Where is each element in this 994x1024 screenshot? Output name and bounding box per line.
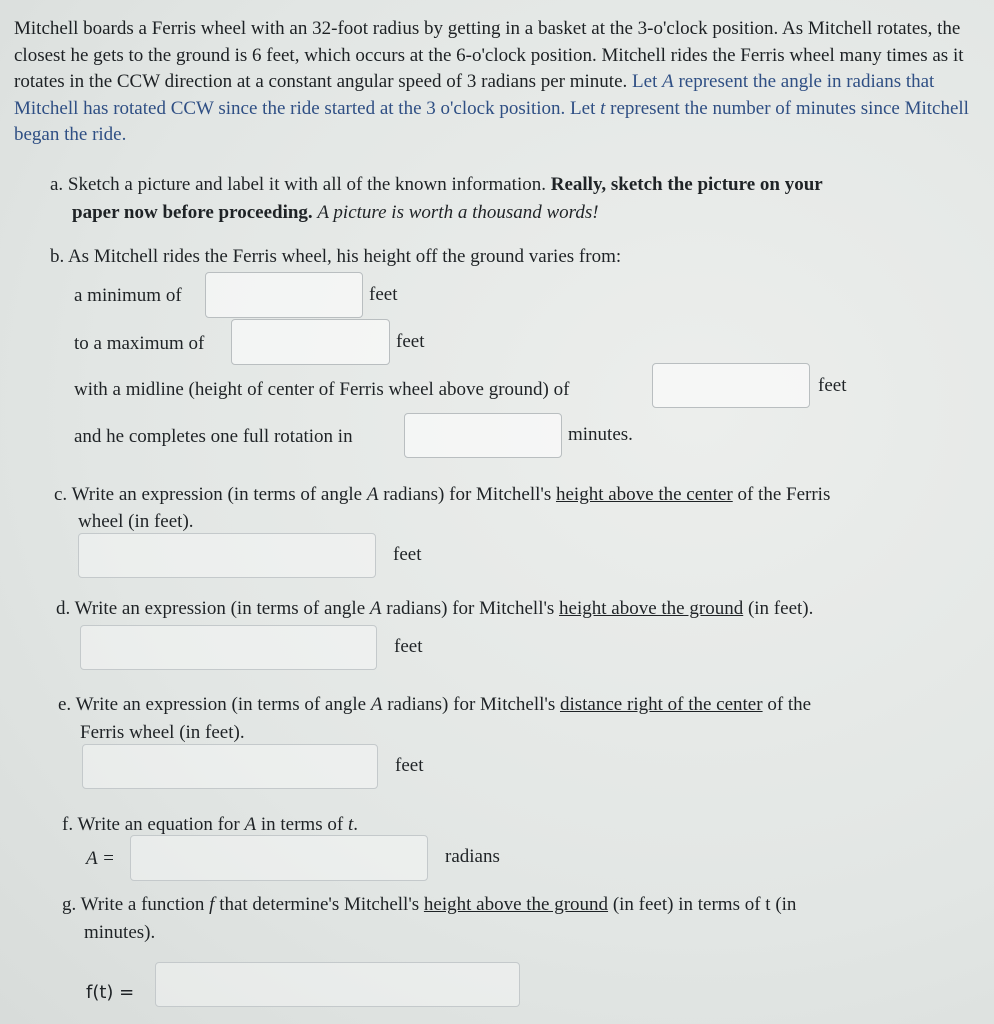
part-g-lhs: f(t) =: [86, 982, 135, 1003]
midline-label: with a midline (height of center of Ferris wheel above ground) of: [74, 379, 570, 400]
distance-right-input[interactable]: [82, 744, 378, 789]
intro-paragraph-2: Let A represent the angle in radians that Mitchell has rotated CCW since the ride started at the 3 o'clock position. Let t represent the number of minutes since Mitchell began the ride.: [14, 71, 969, 145]
max-unit: feet: [396, 331, 425, 352]
part-a-line1: a. Sketch a picture and label it with all of the known information. Really, sketch the picture on your: [50, 174, 823, 195]
angle-equation-input[interactable]: [130, 835, 428, 881]
period-unit: minutes.: [568, 424, 633, 445]
min-unit: feet: [369, 284, 398, 305]
max-label: to a maximum of: [74, 333, 205, 354]
height-above-ground-input[interactable]: [80, 625, 377, 670]
part-e-line1: e. Write an expression (in terms of angle A radians) for Mitchell's distance right of the center of the: [58, 694, 812, 715]
max-height-input[interactable]: [231, 319, 390, 365]
min-height-input[interactable]: [205, 272, 363, 318]
part-e-unit: feet: [395, 755, 424, 776]
part-c-line1: c. Write an expression (in terms of angle A radians) for Mitchell's height above the center of the Ferris: [54, 484, 831, 505]
part-g-line2: minutes).: [84, 922, 156, 943]
part-f-lhs: A =: [86, 848, 115, 869]
midline-input[interactable]: [652, 363, 810, 408]
height-above-center-input[interactable]: [78, 533, 376, 578]
min-label: a minimum of: [74, 285, 182, 306]
intro-paragraph-1: Mitchell boards a Ferris wheel with an 32-foot radius by getting in a basket at the 3-o'clock position. As Mitchell rotates, the closest he gets to the ground is 6 feet, which occurs at the 6-o'clock position. Mitchell rides the Ferris wheel many times as it rotates in the CCW direction at a constant angular speed of 3 radians per minute.: [14, 18, 964, 92]
period-input[interactable]: [404, 413, 562, 458]
part-d-line1: d. Write an expression (in terms of angle A radians) for Mitchell's height above the ground (in feet).: [56, 598, 814, 619]
part-d-unit: feet: [394, 636, 423, 657]
height-function-input[interactable]: [155, 962, 520, 1007]
part-g-line1: g. Write a function f that determine's Mitchell's height above the ground (in feet) in terms of t (in: [62, 894, 797, 915]
part-f-unit: radians: [445, 846, 500, 867]
part-f-line1: f. Write an equation for A in terms of t.: [62, 814, 358, 835]
part-c-line2: wheel (in feet).: [78, 511, 194, 532]
part-a-line2: paper now before proceeding. A picture is worth a thousand words!: [72, 202, 599, 223]
part-c-unit: feet: [393, 544, 422, 565]
part-e-line2: Ferris wheel (in feet).: [80, 722, 245, 743]
period-label: and he completes one full rotation in: [74, 426, 353, 447]
midline-unit: feet: [818, 375, 847, 396]
part-b-heading: b. As Mitchell rides the Ferris wheel, his height off the ground varies from:: [50, 246, 622, 267]
problem-statement: [14, 16, 974, 149]
